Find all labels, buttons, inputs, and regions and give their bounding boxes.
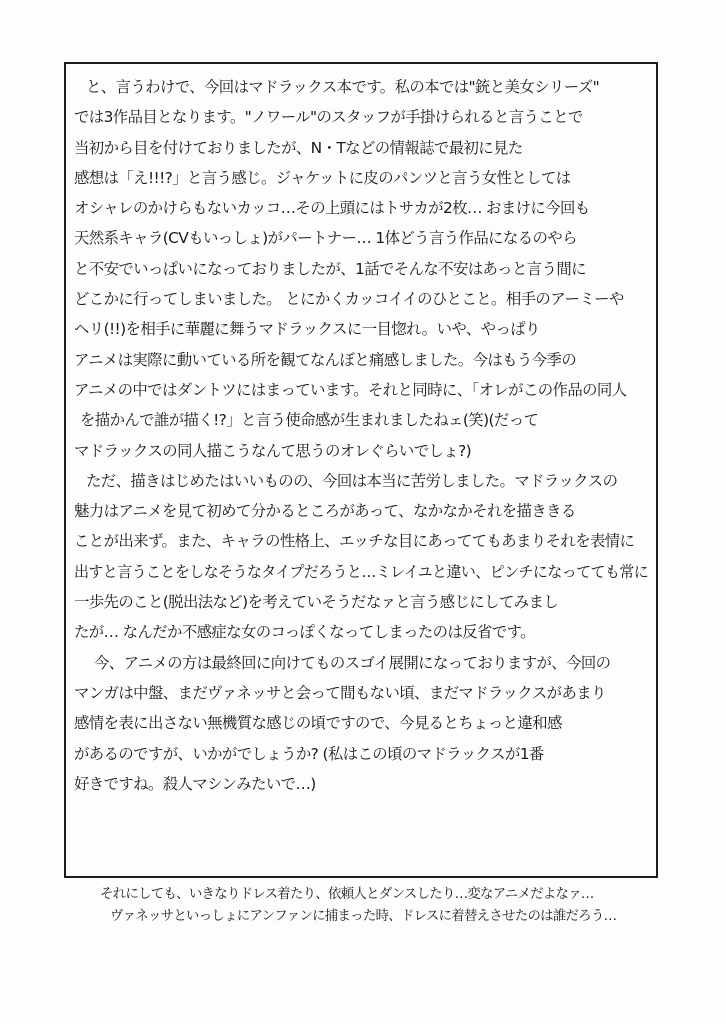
footer-comment [100,884,660,928]
note-line: ただ、描きはじめたはいいものの、今回は本当に苦労しました。マドラックスの [86,471,618,490]
note-line: 魅力はアニメを見て初めて分かるところがあって、なかなかそれを描ききる [74,502,576,521]
afterword-text-block [72,72,652,799]
note-line: たが… なんだか不感症な女のコっぽくなってしまったのは反省です。 [74,623,535,642]
note-line: 感情を表に出さない無機質な感じの頃ですので、今見るとちょっと違和感 [74,714,562,733]
note-line: 天然系キャラ(CVもいっしょ)がパートナー… 1体どう言う作品になるのやら [74,229,577,248]
note-line: 好きですね。殺人マシンみたいで…) [74,774,316,793]
note-line: では3作品目となります。"ノワール"のスタッフが手掛けられると言うことで [74,108,583,127]
note-line: どこかに行ってしまいました。 とにかくカッコイイのひとこと。相手のアーミーや [74,290,624,309]
note-line: と不安でいっぱいになっておりましたが、1話でそんな不安はあっと言う間に [74,259,586,278]
note-line: アニメは実際に動いている所を観てなんぼと痛感しました。今はもう今季の [74,350,577,369]
note-line: オシャレのかけらもないカッコ…その上頭にはトサカが2枚… おまけに今回も [74,199,590,218]
note-line: ヘリ(!!)を相手に華麗に舞うマドラックスに一目惚れ。いや、やっぱり [74,320,540,339]
note-line: 当初から目を付けておりましたが、N・Tなどの情報誌で最初に見た [74,138,523,157]
note-line: 今、アニメの方は最終回に向けてものスゴイ展開になっておりますが、今回の [94,653,611,672]
note-line: と、言うわけで、今回はマドラックス本です。私の本では"銃と美女シリーズ" [86,78,600,96]
note-line: を描かんで誰が描く!?」と言う使命感が生まれましたねェ(笑)(だって [80,411,539,430]
note-line: 感想は「え!!!?」と言う感じ。ジャケットに皮のパンツと言う女性としては [74,168,571,187]
afterword-note-box [64,62,658,878]
footer-line: ヴァネッサといっしょにアンファンに捕まった時、ドレスに着替えさせたのは誰だろう… [110,909,617,924]
note-line: があるのですが、いかがでしょうか? (私はこの頃のマドラックスが1番 [74,744,544,763]
note-line: ことが出来ず。また、キャラの性格上、エッチな目にあっててもあまりそれを表情に [74,532,635,551]
note-line: 一歩先のこと(脱出法など)を考えていそうだなァと言う感じにしてみまし [74,593,559,612]
note-line: マンガは中盤、まだヴァネッサと会って間もない頃、まだマドラックスがあまり [74,683,606,702]
note-line: 出すと言うことをしなそうなタイプだろうと…ミレイユと違い、ピンチになってても常に [74,562,649,581]
footer-line: それにしても、いきなりドレス着たり、依頼人とダンスしたり…変なアニメだよなァ… [100,887,594,902]
note-line: マドラックスの同人描こうなんて思うのオレぐらいでしょ?) [74,441,472,460]
note-line: アニメの中ではダントツにはまっています。それと同時に、「オレがこの作品の同人 [74,380,627,399]
